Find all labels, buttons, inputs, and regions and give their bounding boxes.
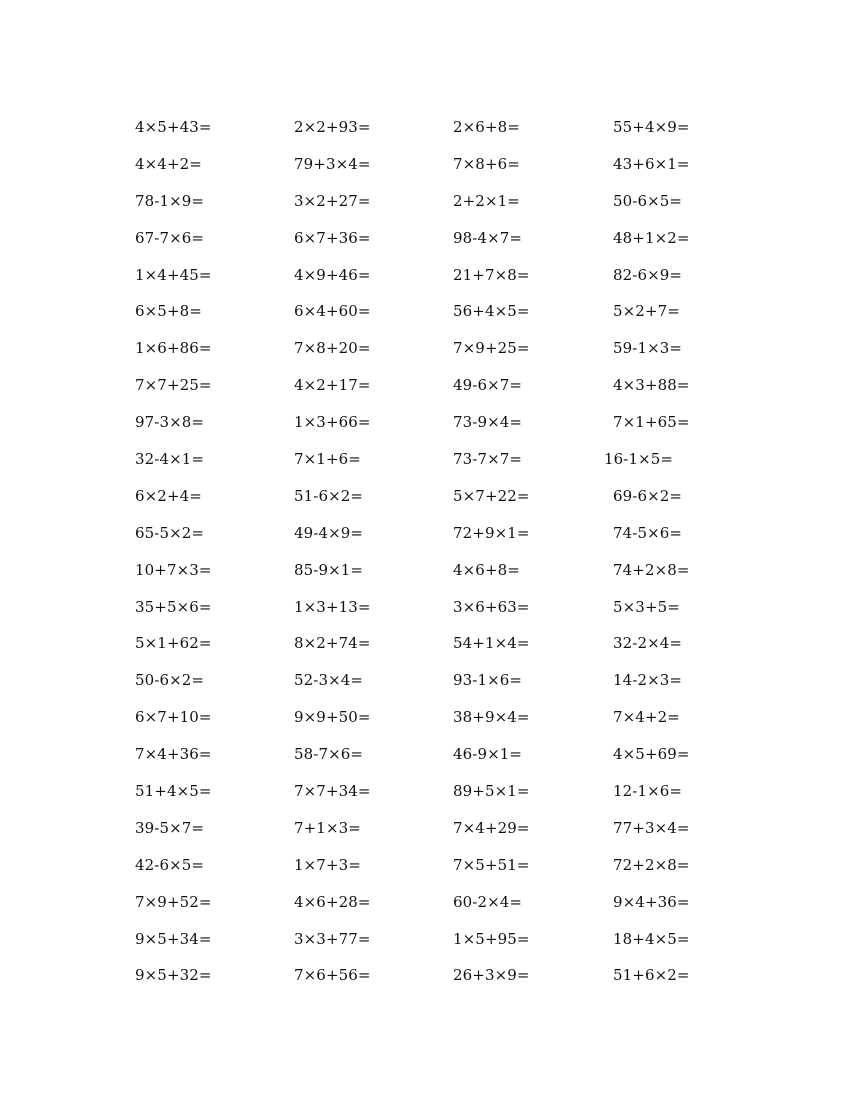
problem-cell: 4×6+8=: [453, 560, 520, 579]
problem-cell: 4×3+88=: [613, 376, 690, 395]
problem-row: [135, 965, 735, 1002]
problem-row: [135, 707, 735, 744]
problem-cell: 35+5×6=: [135, 597, 212, 616]
problem-row: [135, 338, 735, 375]
problem-cell: 4×5+43=: [135, 118, 212, 136]
problem-cell: 56+4×5=: [453, 302, 530, 321]
problem-cell: 7×9+25=: [453, 339, 530, 358]
problem-cell: 5×3+5=: [613, 597, 680, 616]
problem-row: [135, 265, 735, 302]
problem-cell: 49-4×9=: [294, 523, 364, 542]
problem-cell: 9×5+32=: [135, 966, 212, 985]
problem-cell: 5×2+7=: [613, 302, 680, 321]
problem-cell: 21+7×8=: [453, 265, 530, 284]
problem-cell: 58-7×6=: [294, 745, 364, 764]
problem-cell: 5×7+22=: [453, 486, 530, 505]
problem-cell: 79+3×4=: [294, 154, 371, 173]
problem-cell: 7×6+56=: [294, 966, 371, 985]
problem-cell: 59-1×3=: [613, 339, 683, 358]
problem-cell: 4×5+69=: [613, 745, 690, 764]
problem-cell: 7×8+20=: [294, 339, 371, 358]
problem-cell: 9×5+34=: [135, 929, 212, 948]
problem-cell: 85-9×1=: [294, 560, 364, 579]
problem-cell: 7+1×3=: [294, 818, 361, 837]
problem-cell: 9×9+50=: [294, 708, 371, 727]
problem-row: [135, 375, 735, 412]
problem-cell: 3×2+27=: [294, 191, 371, 210]
problem-cell: 78-1×9=: [135, 191, 205, 210]
problem-cell: 4×2+17=: [294, 376, 371, 395]
problem-row: [135, 892, 735, 929]
problem-cell: 1×7+3=: [294, 855, 361, 874]
problem-cell: 77+3×4=: [613, 818, 690, 837]
problem-cell: 51+4×5=: [135, 782, 212, 801]
problem-cell: 7×7+25=: [135, 376, 212, 395]
problem-cell: 48+1×2=: [613, 228, 690, 247]
problem-cell: 6×2+4=: [135, 486, 202, 505]
problem-cell: 4×9+46=: [294, 265, 371, 284]
problem-cell: 1×3+66=: [294, 413, 371, 432]
problem-row: [135, 597, 735, 634]
problem-row: [135, 301, 735, 338]
problem-cell: 46-9×1=: [453, 745, 523, 764]
problem-cell: 74+2×8=: [613, 560, 690, 579]
problem-cell: 10+7×3=: [135, 560, 212, 579]
problem-cell: 52-3×4=: [294, 671, 364, 690]
problem-cell: 7×1+65=: [613, 413, 690, 432]
problem-cell: 4×6+28=: [294, 892, 371, 911]
problem-cell: 2×6+8=: [453, 118, 520, 136]
problem-row: [135, 486, 735, 523]
problem-cell: 54+1×4=: [453, 634, 530, 653]
problem-cell: 74-5×6=: [613, 523, 683, 542]
problem-cell: 2×2+93=: [294, 118, 371, 136]
problem-cell: 7×7+34=: [294, 782, 371, 801]
problem-cell: 55+4×9=: [613, 118, 690, 136]
problem-cell: 16-1×5=: [604, 450, 674, 469]
problem-cell: 3×3+77=: [294, 929, 371, 948]
problem-cell: 7×1+6=: [294, 450, 361, 469]
problem-cell: 12-1×6=: [613, 782, 683, 801]
problem-cell: 60-2×4=: [453, 892, 523, 911]
problem-row: [135, 191, 735, 228]
problem-cell: 67-7×6=: [135, 228, 205, 247]
problem-row: [135, 117, 735, 154]
problem-cell: 7×4+29=: [453, 818, 530, 837]
problem-cell: 4×4+2=: [135, 154, 202, 173]
problem-row: [135, 449, 735, 486]
problem-cell: 65-5×2=: [135, 523, 205, 542]
problem-cell: 97-3×8=: [135, 413, 205, 432]
problem-cell: 51+6×2=: [613, 966, 690, 985]
problem-row: [135, 744, 735, 781]
problem-cell: 6×4+60=: [294, 302, 371, 321]
problem-cell: 14-2×3=: [613, 671, 683, 690]
problem-row: [135, 633, 735, 670]
problem-cell: 38+9×4=: [453, 708, 530, 727]
problem-row: [135, 154, 735, 191]
problem-row: [135, 228, 735, 265]
problem-cell: 32-4×1=: [135, 450, 205, 469]
problem-cell: 1×5+95=: [453, 929, 530, 948]
problem-cell: 6×7+10=: [135, 708, 212, 727]
problem-row: [135, 523, 735, 560]
arithmetic-problem-grid: [135, 117, 735, 1002]
problem-row: [135, 818, 735, 855]
problem-cell: 26+3×9=: [453, 966, 530, 985]
problem-row: [135, 855, 735, 892]
problem-cell: 9×4+36=: [613, 892, 690, 911]
problem-cell: 2+2×1=: [453, 191, 520, 210]
problem-cell: 82-6×9=: [613, 265, 683, 284]
problem-cell: 89+5×1=: [453, 782, 530, 801]
problem-cell: 18+4×5=: [613, 929, 690, 948]
problem-cell: 1×3+13=: [294, 597, 371, 616]
problem-cell: 7×4+2=: [613, 708, 680, 727]
problem-row: [135, 560, 735, 597]
problem-cell: 7×4+36=: [135, 745, 212, 764]
problem-cell: 49-6×7=: [453, 376, 523, 395]
problem-cell: 73-7×7=: [453, 450, 523, 469]
problem-cell: 43+6×1=: [613, 154, 690, 173]
problem-cell: 72+9×1=: [453, 523, 530, 542]
problem-cell: 39-5×7=: [135, 818, 205, 837]
problem-cell: 51-6×2=: [294, 486, 364, 505]
problem-cell: 7×5+51=: [453, 855, 530, 874]
problem-cell: 6×7+36=: [294, 228, 371, 247]
problem-cell: 42-6×5=: [135, 855, 205, 874]
problem-cell: 93-1×6=: [453, 671, 523, 690]
problem-cell: 6×5+8=: [135, 302, 202, 321]
problem-cell: 73-9×4=: [453, 413, 523, 432]
problem-row: [135, 412, 735, 449]
problem-cell: 8×2+74=: [294, 634, 371, 653]
problem-row: [135, 781, 735, 818]
problem-cell: 32-2×4=: [613, 634, 683, 653]
problem-cell: 72+2×8=: [613, 855, 690, 874]
problem-cell: 7×9+52=: [135, 892, 212, 911]
problem-cell: 3×6+63=: [453, 597, 530, 616]
problem-cell: 50-6×2=: [135, 671, 205, 690]
problem-cell: 7×8+6=: [453, 154, 520, 173]
problem-cell: 50-6×5=: [613, 191, 683, 210]
problem-row: [135, 929, 735, 966]
problem-row: [135, 670, 735, 707]
problem-cell: 98-4×7=: [453, 228, 523, 247]
problem-cell: 69-6×2=: [613, 486, 683, 505]
problem-cell: 1×6+86=: [135, 339, 212, 358]
problem-cell: 5×1+62=: [135, 634, 212, 653]
problem-cell: 1×4+45=: [135, 265, 212, 284]
